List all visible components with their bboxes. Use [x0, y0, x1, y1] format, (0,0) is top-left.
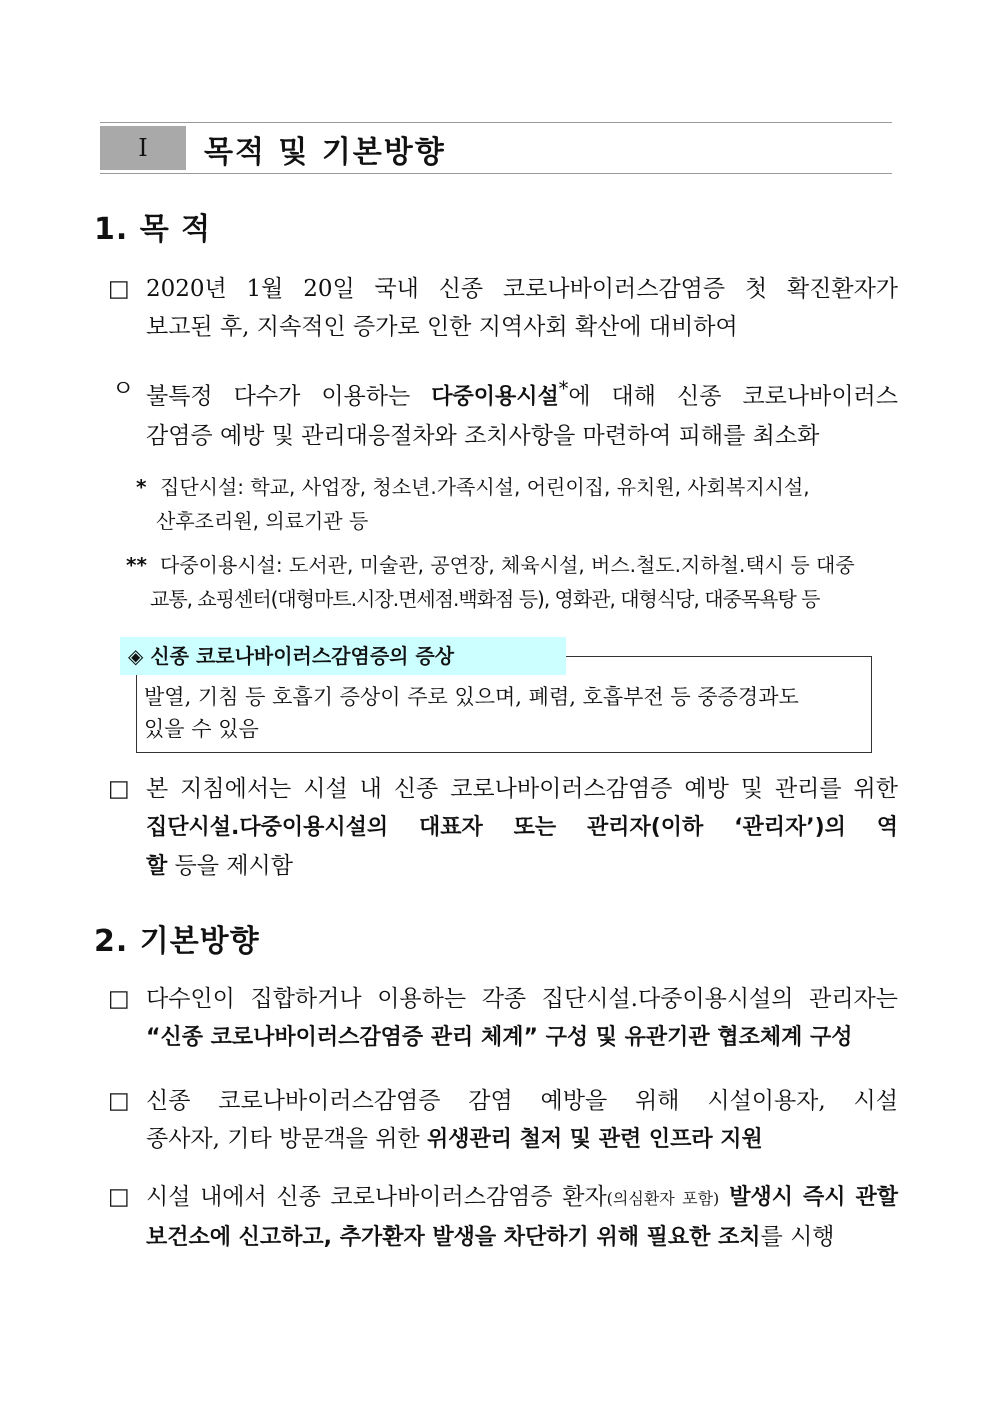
bold-text: 다중이용시설	[431, 384, 559, 410]
footnote-mark: *	[558, 377, 569, 400]
footnote-line: 산후조리원, 의료기관 등	[156, 509, 369, 533]
bold-text: 발생시 즉시 관할	[719, 1185, 898, 1210]
bold-text: 할	[146, 854, 168, 879]
paragraph-line: 2020년 1월 20일 국내 신종 코로나바이러스감염증 첫 확진환자가	[146, 276, 898, 302]
paragraph-line: 다수인이 집합하거나 이용하는 각종 집단시설.다중이용시설의 관리자는	[146, 986, 898, 1012]
paragraph-line	[146, 847, 898, 886]
bold-text: 보건소에 신고하고,	[146, 1225, 333, 1250]
footnote-line: 집단시설: 학교, 사업장, 청소년.가족시설, 어린이집, 유치원, 사회복지시설,	[160, 475, 810, 499]
footnote-group-facility	[130, 470, 896, 538]
paragraph-line: 신종 코로나바이러스감염증 감염 예방을 위해 시설이용자, 시설	[146, 1088, 898, 1114]
checkbox-bullet: □	[108, 776, 130, 802]
chapter-title: 목적 및 기본방향	[204, 135, 446, 170]
symptom-box-title: ◈ 신종 코로나바이러스감염증의 증상	[120, 637, 566, 675]
footnote-line: 다중이용시설: 도서관, 미술관, 공연장, 체육시설, 버스.철도.지하철.택시 등 대중	[160, 553, 855, 577]
paragraph-line	[146, 1218, 898, 1257]
footnote-star: **	[126, 553, 147, 577]
circle-bullet: ㅇ	[112, 376, 135, 402]
paragraph-goal	[112, 370, 898, 455]
footnote-line: 교통, 쇼핑센터(대형마트.시장.면세점.백화점 등), 영화관, 대형식당, 대중목욕탕 등	[150, 587, 820, 611]
paragraph-line	[146, 370, 898, 417]
paragraph-report	[108, 1178, 898, 1257]
bold-text: 집단시설.다중이용시설의 대표자 또는 관리자(이하 ‘관리자’)의 역	[146, 815, 898, 840]
paragraph-line	[146, 1120, 898, 1159]
symptom-box-body	[144, 681, 864, 745]
paragraph-line	[146, 808, 898, 847]
paragraph-line: 본 지침에서는 시설 내 신종 코로나바이러스감염증 예방 및 관리를 위한	[146, 776, 898, 802]
box-line: 있을 수 있음	[144, 717, 259, 741]
text-run: 시설 내에서 신종 코로나바이러스감염증 환자	[146, 1184, 607, 1210]
chapter-header	[100, 122, 892, 174]
paragraph-outbreak	[108, 270, 898, 346]
text-run: 에 대해 신종 코로나바이러스	[568, 383, 898, 410]
paragraph-line	[146, 1178, 898, 1218]
chapter-number: I	[100, 126, 186, 170]
bold-text: 위생관리 철저 및 관련 인프라 지원	[426, 1127, 763, 1152]
paragraph-line: 감염증 예방 및 관리대응절차와 조치사항을 마련하여 피해를 최소화	[146, 422, 820, 449]
footnote-star: *	[136, 475, 147, 499]
bold-text: “신종 코로나바이러스감염증 관리 체계” 구성 및 유관기관 협조체계 구성	[146, 1025, 853, 1050]
text-run: 종사자, 기타 방문객을 위한	[146, 1126, 427, 1152]
paragraph-management-system	[108, 980, 898, 1057]
section-title-purpose: 1. 목 적	[94, 212, 212, 247]
text-run: 불특정 다수가 이용하는	[146, 383, 432, 410]
paragraph-guideline-scope	[108, 770, 898, 886]
small-text: (의심환자 포함)	[606, 1189, 720, 1208]
footnote-multiuse-facility	[126, 548, 898, 616]
paragraph-line	[146, 1018, 898, 1057]
checkbox-bullet: □	[108, 986, 130, 1012]
checkbox-bullet: □	[108, 1088, 130, 1114]
paragraph-hygiene	[108, 1082, 898, 1159]
paragraph-line: 보고된 후, 지속적인 증가로 인한 지역사회 확산에 대비하여	[146, 314, 738, 340]
checkbox-bullet: □	[108, 276, 130, 302]
section-title-direction: 2. 기본방향	[94, 924, 260, 959]
bold-text: 추가환자 발생을 차단하기 위해 필요한 조치	[332, 1225, 761, 1250]
checkbox-bullet: □	[108, 1184, 130, 1210]
box-line: 발열, 기침 등 호흡기 증상이 주로 있으며, 폐렴, 호흡부전 등 중증경과도	[144, 685, 799, 709]
text-run: 를 시행	[760, 1224, 835, 1250]
text-run: 등을 제시함	[167, 853, 293, 879]
